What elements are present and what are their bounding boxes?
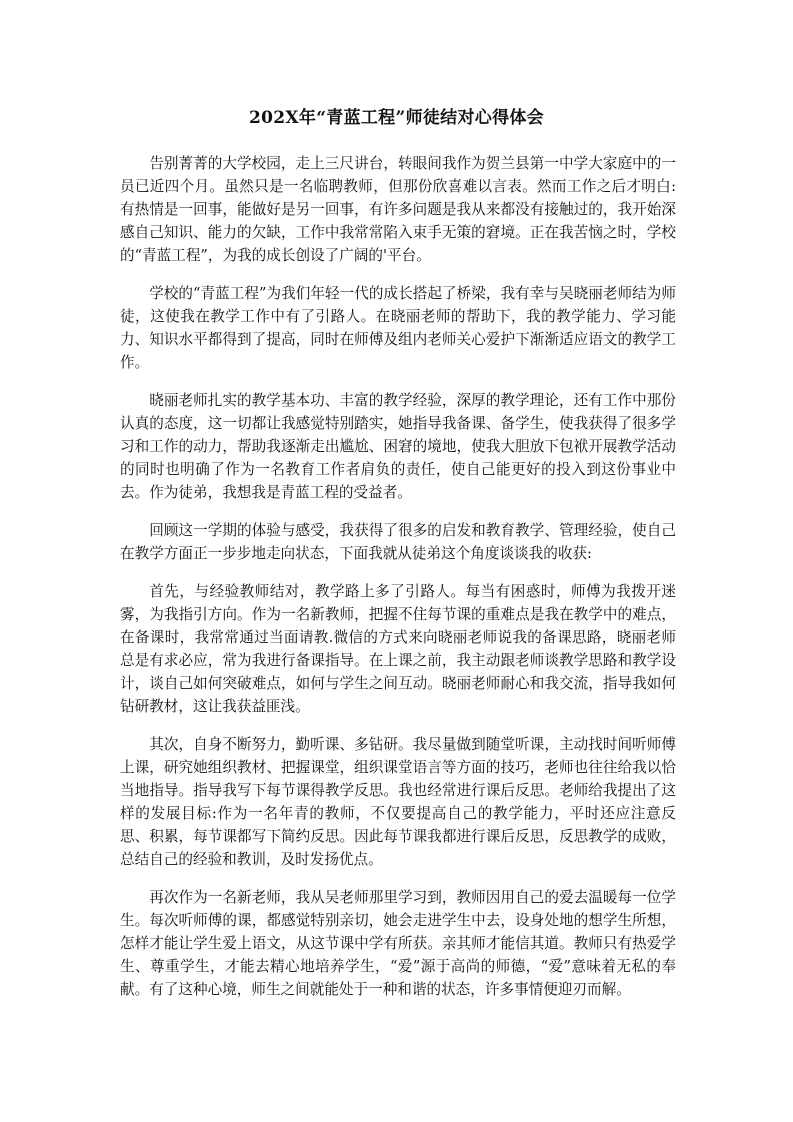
paragraph-4: 回顾这一学期的体验与感受，我获得了很多的启发和教育教学、管理经验，使自己在教学方面正一步步地走向状态，下面我就从徒弟这个角度谈谈我的收获: [120, 522, 676, 562]
paragraph-5: 首先，与经验教师结对，教学路上多了引路人。每当有困惑时，师傅为我拨开迷雾，为我指引方向。作为一名新教师，把握不住每节课的重难点是我在教学中的难点，在备课时，我常常通过当面请教.微信的方式来向晓丽老师说我的备课思路，晓丽老师总是有求必应，常为我进行备课指导。在上课之前，我主动跟老师谈教学思路和教学设计，谈自己如何突破难点，如何与学生之间互动。晓丽老师耐心和我交流，指导我如何钻研教材，这让我获益匪浅。 [120, 583, 676, 715]
paragraph-3: 晓丽老师扎实的教学基本功、丰富的教学经验，深厚的教学理论，还有工作中那份认真的态度，这一切都让我感觉特别踏实，她指导我备课、备学生，使我获得了很多学习和工作的动力，帮助我逐渐走出尴尬、困窘的境地，使我大胆放下包袱开展教学活动的同时也明确了作为一名教育工作者肩负的责任，使自己能更好的投入到这份事业中去。作为徒弟，我想我是青蓝工程的受益者。 [120, 392, 676, 501]
paragraph-7: 再次作为一名新老师，我从吴老师那里学习到，教师因用自己的爱去温暖每一位学生。每次听师傅的课，都感觉特别亲切，她会走进学生中去，设身处地的想学生所想，怎样才能让学生爱上语文，从这节课中学有所获。亲其师才能信其道。教师只有热爱学生、尊重学生，才能去精心地培养学生，“爱”源于高尚的师德，“爱”意味着无私的奉献。有了这种心境，师生之间就能处于一种和谐的状态，许多事情便迎刃而解。 [120, 889, 676, 998]
document-body [120, 152, 676, 1016]
paragraph-2: 学校的“青蓝工程”为我们年轻一代的成长搭起了桥梁，我有幸与吴晓丽老师结为师徒，这使我在教学工作中有了引路人。在晓丽老师的帮助下，我的教学能力、学习能力、知识水平都得到了提高，同时在师傅及组内老师关心爱护下渐渐适应语文的教学工作。 [120, 285, 676, 371]
paragraph-1: 告别菁菁的大学校园，走上三尺讲台，转眼间我作为贺兰县第一中学大家庭中的一员已近四个月。虽然只是一名临聘教师，但那份欣喜难以言表。然而工作之后才明白:有热情是一回事，能做好是另一回事，有许多问题是我从来都没有接触过的，我开始深感自己知识、能力的欠缺，工作中我常常陷入束手无策的窘境。正在我苦恼之时，学校的“青蓝工程”，为我的成长创设了广阔的'平台。 [120, 155, 676, 264]
document-title: 202X年“青蓝工程”师徒结对心得体会 [249, 108, 544, 128]
paragraph-6: 其次，自身不断努力，勤听课、多钻研。我尽量做到随堂听课，主动找时间听师傅上课，研究她组织教材、把握课堂，组织课堂语言等方面的技巧，老师也往往给我以恰当地指导。指导我写下每节课得教学反思。我也经常进行课后反思。老师给我提出了这样的发展目标:作为一名年青的教师，不仅要提高自己的教学能力，平时还应注意反思、积累，每节课都写下简约反思。因此每节课我都进行课后反思，反思教学的成败，总结自己的经验和教训，及时发扬优点。 [120, 736, 676, 868]
